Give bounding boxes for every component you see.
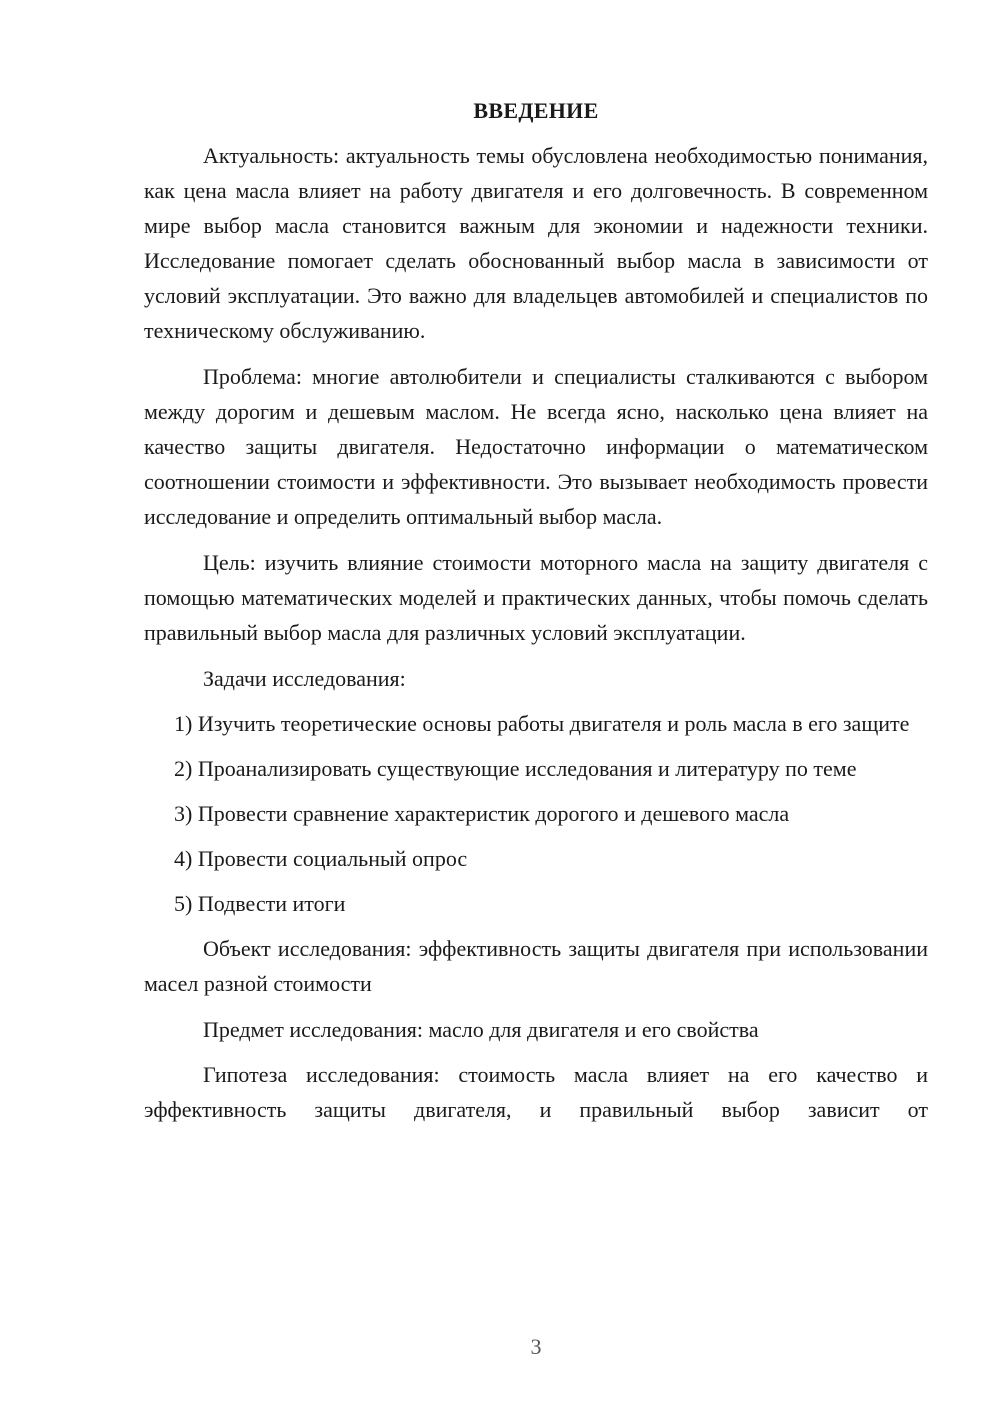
list-item: 3) Провести сравнение характеристик дорогого и дешевого масла xyxy=(174,801,790,826)
page-title: ВВЕДЕНИЕ xyxy=(473,98,599,123)
tasks-list xyxy=(144,706,928,921)
paragraph-problem: Проблема: многие автолюбители и специалисты сталкиваются с выбором между дорогим и дешевым маслом. Не всегда ясно, насколько цена влияет на качество защиты двигателя. Недостаточно информации о математическом соотношении стоимости и эффективности. Это вызывает необходимость провести исследование и определить оптимальный выбор масла. xyxy=(144,364,928,529)
paragraph-subject: Предмет исследования: масло для двигателя и его свойства xyxy=(203,1017,759,1042)
paragraph-hypothesis: Гипотеза исследования: стоимость масла влияет на его качество и эффективность защиты двигателя, и правильный выбор зависит от xyxy=(144,1062,928,1122)
paragraph-goal: Цель: изучить влияние стоимости моторного масла на защиту двигателя с помощью математических моделей и практических данных, чтобы помочь сделать правильный выбор масла для различных условий эксплуатации. xyxy=(144,550,928,645)
list-item: 4) Провести социальный опрос xyxy=(174,846,468,871)
page-number: 3 xyxy=(530,1334,542,1359)
list-item: 2) Проанализировать существующие исследования и литературу по теме xyxy=(174,756,857,781)
tasks-title: Задачи исследования: xyxy=(203,666,406,691)
list-item: 1) Изучить теоретические основы работы двигателя и роль масла в его защите xyxy=(174,711,910,736)
list-item: 5) Подвести итоги xyxy=(174,891,346,916)
paragraph-object: Объект исследования: эффективность защиты двигателя при использовании масел разной стоимости xyxy=(144,936,928,996)
paragraph-relevance: Актуальность: актуальность темы обусловлена необходимостью понимания, как цена масла влияет на работу двигателя и его долговечность. В современном мире выбор масла становится важным для экономии и надежности техники. Исследование помогает сделать обоснованный выбор масла в зависимости от условий эксплуатации. Это важно для владельцев автомобилей и специалистов по техническому обслуживанию. xyxy=(144,143,928,343)
document-page xyxy=(144,96,928,1138)
